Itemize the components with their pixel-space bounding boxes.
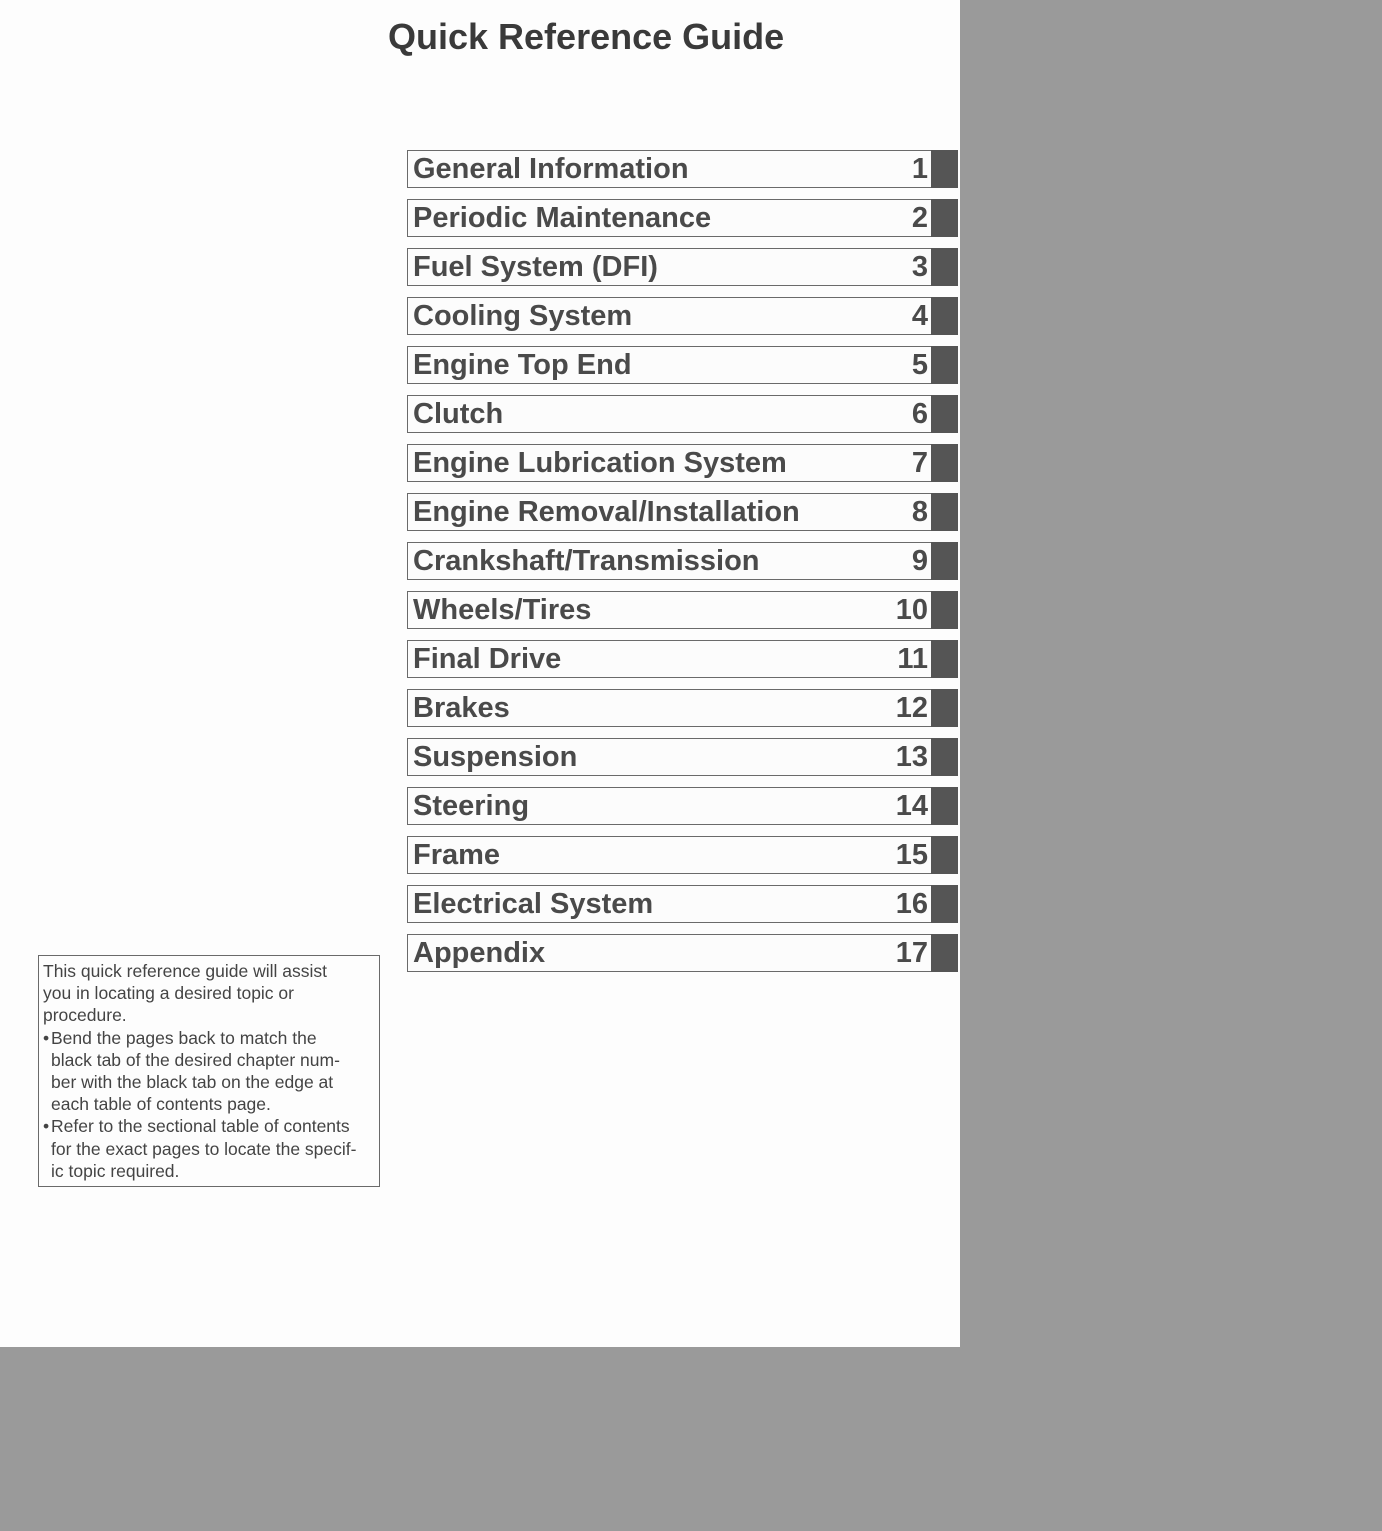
note-bullet-bend-pages xyxy=(43,1027,377,1116)
chapter-number: 10 xyxy=(895,594,928,626)
chapter-label: Brakes xyxy=(413,692,510,724)
chapter-row-wheels-tires[interactable] xyxy=(407,591,958,629)
chapter-tab xyxy=(931,787,958,825)
chapter-label: Engine Lubrication System xyxy=(413,447,787,479)
chapter-label: Engine Top End xyxy=(413,349,632,381)
chapter-row-cooling-system[interactable] xyxy=(407,297,958,335)
chapter-row-engine-removal-installation[interactable] xyxy=(407,493,958,531)
chapter-tab xyxy=(931,248,958,286)
note-bullet-sectional-toc xyxy=(43,1115,377,1182)
chapter-label: General Information xyxy=(413,153,689,185)
note-bullet-line: ber with the black tab on the edge at xyxy=(51,1072,334,1093)
note-intro-line: This quick reference guide will assist xyxy=(43,961,328,981)
chapter-row-crankshaft-transmission[interactable] xyxy=(407,542,958,580)
chapter-number: 7 xyxy=(911,447,928,479)
chapter-tab xyxy=(931,346,958,384)
chapter-number: 11 xyxy=(897,643,928,675)
chapter-label: Periodic Maintenance xyxy=(413,202,712,234)
chapter-number: 5 xyxy=(911,349,928,381)
bullet-mark: • xyxy=(43,1027,50,1048)
chapter-index xyxy=(407,150,958,983)
chapter-number: 3 xyxy=(911,251,928,283)
chapter-number: 4 xyxy=(911,300,928,332)
chapter-number: 6 xyxy=(911,398,928,430)
chapter-row-appendix[interactable] xyxy=(407,934,958,972)
page-title: Quick Reference Guide xyxy=(388,16,785,57)
chapter-label: Steering xyxy=(413,790,530,822)
chapter-number: 12 xyxy=(895,692,928,724)
note-intro-line: you in locating a desired topic or xyxy=(43,983,294,1004)
chapter-label: Clutch xyxy=(413,398,504,430)
chapter-tab xyxy=(931,542,958,580)
chapter-tab xyxy=(931,738,958,776)
chapter-row-general-information[interactable] xyxy=(407,150,958,188)
chapter-label: Suspension xyxy=(413,741,578,773)
chapter-label: Electrical System xyxy=(413,888,654,920)
chapter-tab xyxy=(931,885,958,923)
chapter-tab xyxy=(931,836,958,874)
chapter-label: Fuel System (DFI) xyxy=(413,251,658,283)
note-bullet-line: each table of contents page. xyxy=(51,1094,271,1115)
bullet-mark: • xyxy=(43,1116,50,1137)
chapter-number: 15 xyxy=(895,839,928,871)
chapter-label: Frame xyxy=(413,839,501,871)
chapter-row-suspension[interactable] xyxy=(407,738,958,776)
chapter-tab xyxy=(931,689,958,727)
chapter-row-clutch[interactable] xyxy=(407,395,958,433)
note-bullet-line: ic topic required. xyxy=(51,1160,180,1181)
chapter-label: Engine Removal/Installation xyxy=(413,496,800,528)
chapter-label: Cooling System xyxy=(413,300,633,332)
chapter-label: Crankshaft/Transmission xyxy=(413,545,760,577)
chapter-number: 2 xyxy=(911,202,928,234)
chapter-number: 16 xyxy=(895,888,928,920)
chapter-row-engine-top-end[interactable] xyxy=(407,346,958,384)
chapter-tab xyxy=(931,395,958,433)
note-bullet-line: Bend the pages back to match the xyxy=(51,1027,317,1048)
chapter-number: 17 xyxy=(895,937,928,969)
chapter-tab xyxy=(931,444,958,482)
chapter-number: 8 xyxy=(911,496,928,528)
chapter-row-fuel-system[interactable] xyxy=(407,248,958,286)
note-bullet-line: for the exact pages to locate the specif- xyxy=(51,1138,357,1159)
chapter-label: Final Drive xyxy=(413,643,562,675)
chapter-tab xyxy=(931,591,958,629)
chapter-tab xyxy=(931,297,958,335)
note-intro-line: procedure. xyxy=(43,1005,127,1026)
chapter-tab xyxy=(931,934,958,972)
chapter-tab xyxy=(931,493,958,531)
chapter-row-final-drive[interactable] xyxy=(407,640,958,678)
chapter-number: 9 xyxy=(911,545,928,577)
chapter-number: 1 xyxy=(911,153,928,185)
chapter-label: Appendix xyxy=(413,937,546,969)
usage-note xyxy=(38,955,380,1187)
chapter-tab xyxy=(931,640,958,678)
chapter-label: Wheels/Tires xyxy=(413,594,592,626)
note-bullet-line: black tab of the desired chapter num- xyxy=(51,1049,340,1070)
chapter-row-frame[interactable] xyxy=(407,836,958,874)
chapter-row-brakes[interactable] xyxy=(407,689,958,727)
chapter-row-electrical-system[interactable] xyxy=(407,885,958,923)
chapter-number: 13 xyxy=(895,741,928,773)
chapter-row-engine-lubrication-system[interactable] xyxy=(407,444,958,482)
chapter-tab xyxy=(931,199,958,237)
chapter-number: 14 xyxy=(895,790,928,822)
chapter-tab xyxy=(931,150,958,188)
chapter-row-steering[interactable] xyxy=(407,787,958,825)
chapter-row-periodic-maintenance[interactable] xyxy=(407,199,958,237)
note-bullet-line: Refer to the sectional table of contents xyxy=(51,1116,350,1137)
